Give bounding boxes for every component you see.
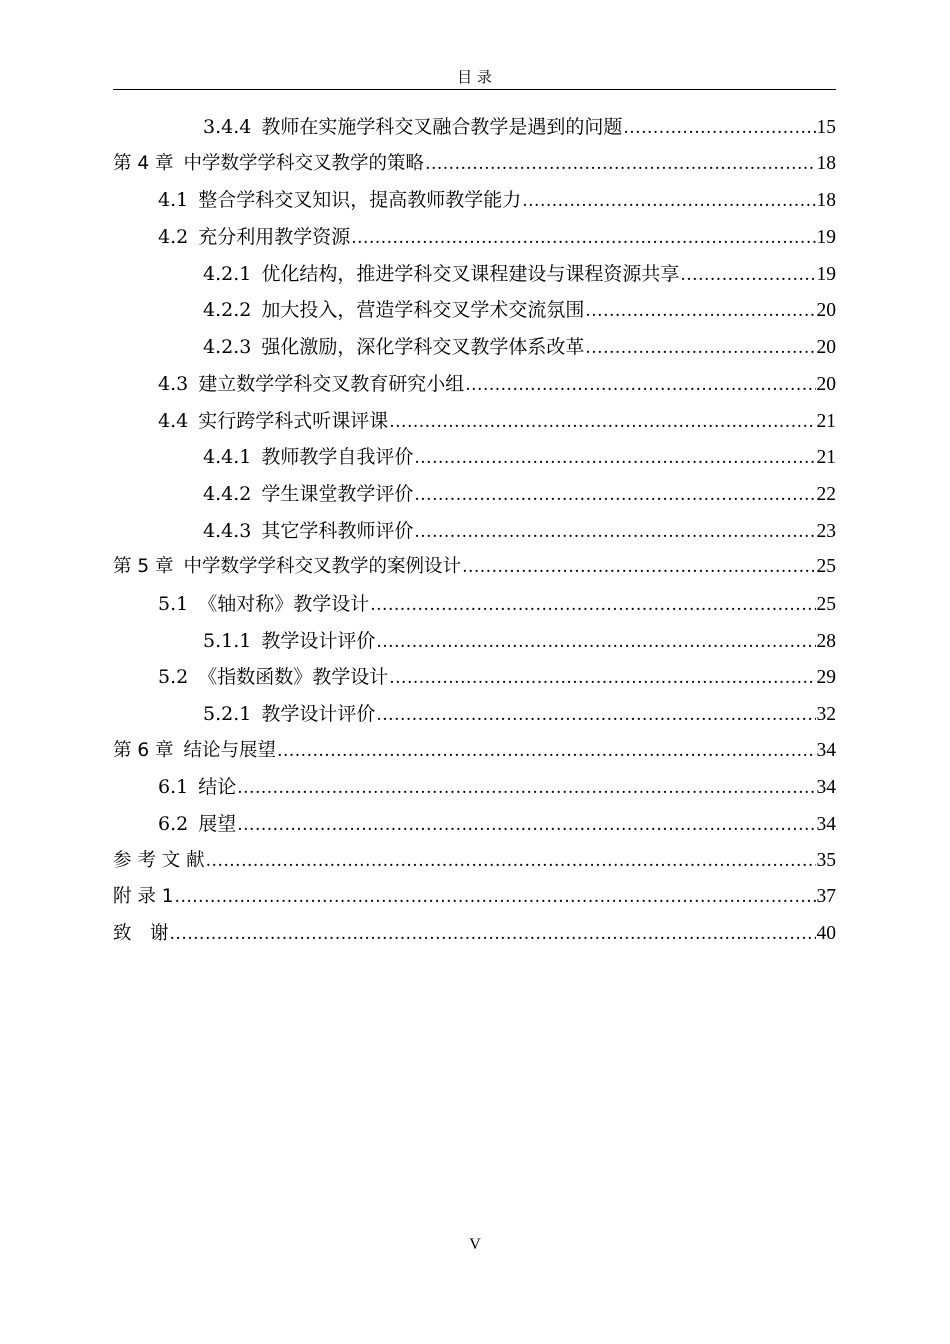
toc-entry-title: 展望: [198, 813, 237, 836]
toc-entry-title: 附 录 1: [113, 886, 174, 908]
toc-entry-label: [203, 109, 622, 146]
toc-dot-leader: [376, 624, 815, 661]
toc-dot-leader: [465, 367, 815, 404]
toc-entry[interactable]: [113, 549, 836, 586]
toc-entry-label: [203, 696, 375, 733]
toc-entry-title: 致 谢: [113, 923, 169, 945]
toc-entry-label: [203, 623, 375, 660]
toc-entry-title: 优化结构，推进学科交叉课程建设与课程资源共享: [261, 262, 680, 285]
toc-entry[interactable]: [113, 146, 836, 183]
toc-entry-label: [113, 549, 461, 586]
toc-entry-label: [158, 219, 350, 256]
toc-dot-leader: [414, 440, 815, 477]
toc-entry-page: 28: [816, 630, 836, 652]
toc-dot-leader: [414, 514, 815, 551]
toc-entry-number: 4.4.3: [203, 519, 252, 542]
toc-entry-label: [158, 182, 521, 219]
toc-entry-label: [203, 513, 413, 550]
toc-entry[interactable]: [113, 476, 836, 513]
toc-entry-title: 加大投入，营造学科交叉学术交流氛围: [261, 299, 585, 322]
toc-entry[interactable]: [113, 256, 836, 293]
toc-entry-page: 25: [816, 556, 836, 578]
toc-dot-leader: [585, 293, 815, 330]
toc-entry-page: 19: [816, 263, 836, 285]
toc-entry-page: 35: [816, 849, 836, 871]
toc-entry-page: 34: [816, 739, 836, 761]
toc-entry-number: 4.2.2: [203, 299, 252, 322]
toc-dot-leader: [623, 110, 815, 147]
toc-entry-page: 34: [816, 777, 836, 799]
toc-entry-title: 教学设计评价: [261, 703, 376, 725]
toc-entry[interactable]: [113, 109, 836, 146]
page-header-title: 目 录: [113, 64, 836, 90]
toc-entry-number: 4.4.1: [203, 446, 252, 469]
toc-entry[interactable]: [113, 182, 836, 219]
toc-entry-page: 19: [816, 227, 836, 249]
toc-entry-number: 5.1: [158, 592, 189, 615]
toc-entry[interactable]: [113, 292, 836, 329]
toc-dot-leader: [351, 220, 815, 257]
toc-entry[interactable]: [113, 733, 836, 770]
toc-entry[interactable]: [113, 586, 836, 623]
table-of-contents: [113, 109, 836, 953]
toc-entry-page: 18: [816, 152, 836, 174]
toc-entry[interactable]: [113, 843, 836, 880]
toc-entry[interactable]: [113, 916, 836, 953]
toc-entry-title: 结论: [198, 776, 237, 799]
toc-entry-label: [158, 403, 388, 440]
toc-entry-title: 其它学科教师评价: [261, 519, 414, 542]
toc-entry-title: 中学数学学科交叉教学的策略: [183, 152, 425, 174]
toc-entry[interactable]: [113, 219, 836, 256]
toc-entry-number: 4.2.1: [203, 262, 252, 285]
toc-entry-label: [203, 439, 413, 476]
toc-entry-title: 教师教学自我评价: [261, 446, 414, 469]
toc-entry-page: 20: [816, 373, 836, 395]
toc-entry-title: 学生课堂教学评价: [261, 482, 414, 505]
toc-entry-title: 《指数函数》教学设计: [198, 666, 389, 689]
toc-entry-page: 34: [816, 814, 836, 836]
toc-entry-title: 实行跨学科式听课评课: [198, 409, 389, 432]
toc-dot-leader: [237, 807, 815, 844]
toc-dot-leader: [522, 183, 815, 220]
toc-entry-label: [113, 916, 169, 953]
toc-entry-page: 20: [816, 337, 836, 359]
toc-entry-label: [113, 879, 174, 916]
toc-entry-number: 4.4: [158, 409, 189, 432]
toc-entry[interactable]: [113, 439, 836, 476]
toc-entry-title: 充分利用教学资源: [198, 226, 351, 249]
toc-entry-page: 25: [816, 593, 836, 615]
toc-entry-page: 40: [816, 923, 836, 945]
toc-entry[interactable]: [113, 329, 836, 366]
toc-entry[interactable]: [113, 513, 836, 550]
toc-entry-label: [158, 769, 236, 806]
toc-entry-label: [158, 659, 388, 696]
toc-entry[interactable]: [113, 879, 836, 916]
toc-dot-leader: [376, 697, 815, 734]
toc-entry-number: 5.2.1: [203, 703, 252, 725]
toc-dot-leader: [206, 843, 816, 880]
toc-entry[interactable]: [113, 806, 836, 843]
toc-entry-label: [203, 476, 413, 513]
toc-entry-page: 20: [816, 300, 836, 322]
toc-entry-title: 参 考 文 献: [113, 849, 205, 871]
toc-entry[interactable]: [113, 403, 836, 440]
toc-entry-number: 3.4.4: [203, 116, 252, 138]
toc-dot-leader: [237, 770, 815, 807]
toc-entry-title: 强化激励，深化学科交叉教学体系改革: [261, 336, 585, 359]
toc-entry-title: 教学设计评价: [261, 629, 376, 652]
toc-dot-leader: [370, 587, 815, 624]
toc-entry[interactable]: [113, 366, 836, 403]
toc-entry-number: 6.1: [158, 776, 189, 799]
toc-entry-number: 5.1.1: [203, 629, 252, 652]
toc-entry-number: 4.2.3: [203, 336, 252, 359]
toc-entry-page: 22: [816, 483, 836, 505]
toc-entry[interactable]: [113, 659, 836, 696]
toc-entry-number: 第 6 章: [113, 739, 174, 761]
toc-entry-label: [203, 256, 679, 293]
toc-dot-leader: [389, 660, 815, 697]
toc-entry-title: 整合学科交叉知识，提高教师教学能力: [198, 189, 522, 212]
toc-entry[interactable]: [113, 623, 836, 660]
toc-dot-leader: [175, 879, 816, 916]
toc-entry-title: 建立数学学科交叉教育研究小组: [198, 372, 465, 395]
toc-entry-label: [158, 586, 369, 623]
toc-entry-page: 21: [816, 410, 836, 432]
toc-entry-page: 23: [816, 520, 836, 542]
toc-entry-number: 4.3: [158, 372, 189, 395]
toc-dot-leader: [585, 330, 815, 367]
toc-entry-title: 教师在实施学科交叉融合教学是遇到的问题: [261, 116, 623, 138]
toc-entry-label: [113, 733, 276, 770]
toc-entry-number: 4.1: [158, 189, 189, 212]
toc-dot-leader: [414, 477, 815, 514]
toc-entry-page: 32: [816, 704, 836, 725]
toc-dot-leader: [277, 733, 815, 770]
toc-dot-leader: [389, 404, 815, 441]
toc-entry-page: 15: [816, 117, 836, 138]
toc-entry-page: 29: [816, 667, 836, 689]
toc-entry-label: [203, 292, 584, 329]
toc-entry[interactable]: [113, 696, 836, 733]
toc-entry-label: [158, 806, 236, 843]
toc-entry-number: 5.2: [158, 666, 189, 689]
toc-entry-page: 21: [816, 447, 836, 469]
toc-entry-page: 18: [816, 190, 836, 212]
toc-dot-leader: [462, 549, 815, 586]
toc-dot-leader: [170, 916, 816, 953]
toc-entry-number: 4.4.2: [203, 482, 252, 505]
page-number: V: [469, 1236, 481, 1253]
toc-entry-title: 《轴对称》教学设计: [198, 592, 370, 615]
toc-entry-number: 第 4 章: [113, 152, 174, 174]
toc-entry[interactable]: [113, 769, 836, 806]
toc-entry-title: 结论与展望: [183, 739, 277, 761]
toc-entry-number: 6.2: [158, 813, 189, 836]
toc-entry-label: [158, 366, 464, 403]
toc-entry-label: [113, 146, 424, 183]
toc-entry-title: 中学数学学科交叉教学的案例设计: [183, 556, 462, 578]
toc-entry-label: [113, 843, 205, 880]
toc-dot-leader: [680, 257, 815, 294]
toc-dot-leader: [425, 146, 815, 183]
toc-entry-number: 4.2: [158, 226, 189, 249]
toc-entry-page: 37: [816, 886, 836, 908]
toc-entry-number: 第 5 章: [113, 556, 174, 578]
toc-entry-label: [203, 329, 584, 366]
